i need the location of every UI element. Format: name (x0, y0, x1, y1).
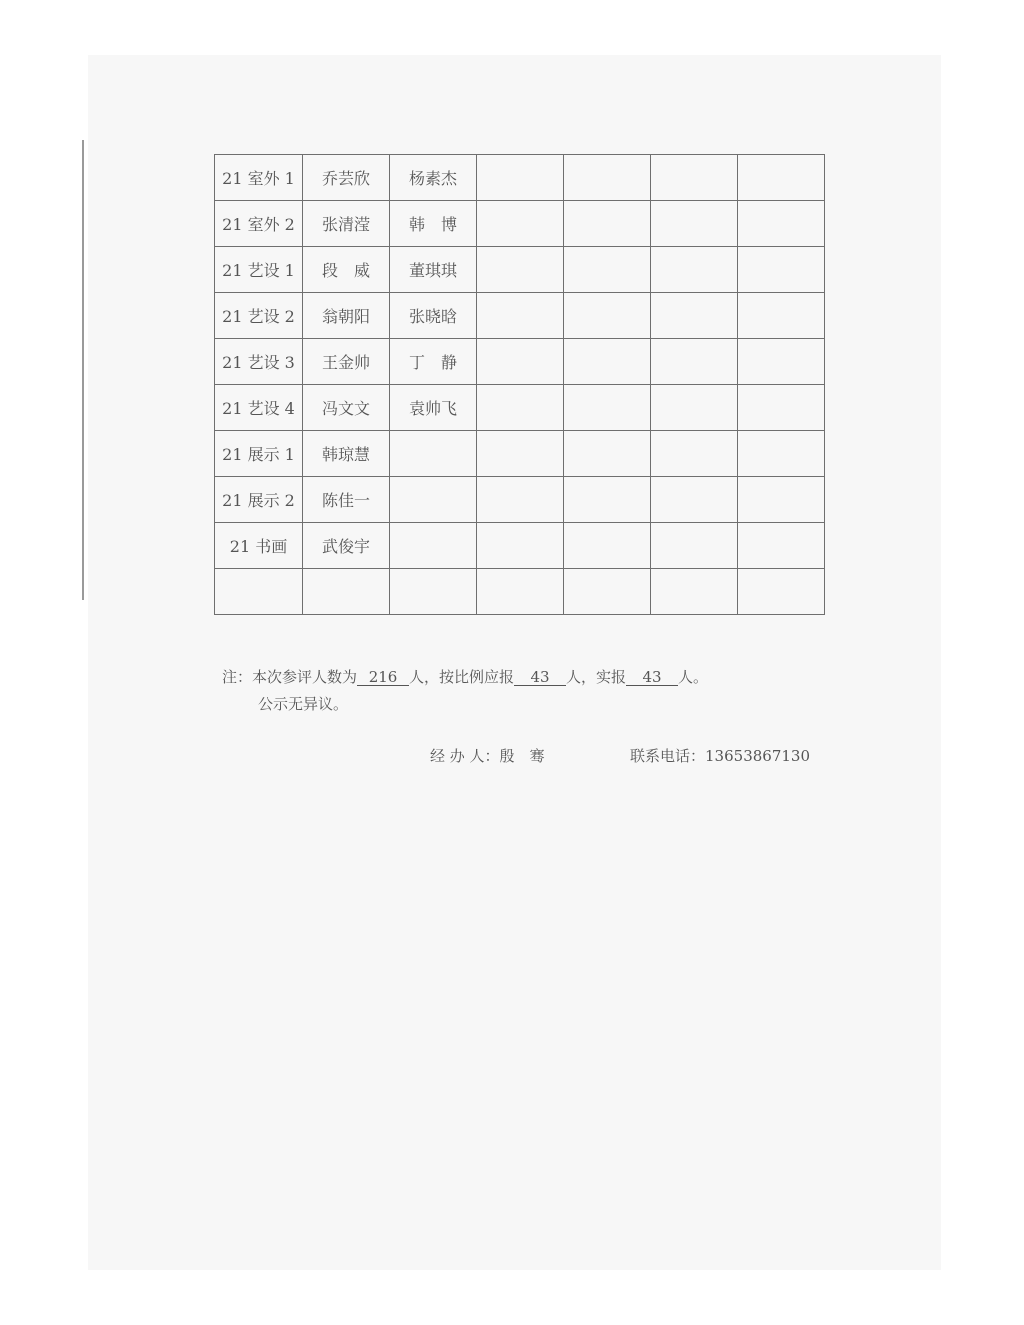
name-cell (651, 155, 738, 201)
name-cell (564, 385, 651, 431)
table-row (215, 339, 825, 385)
name-cell (477, 247, 564, 293)
name-cell (564, 523, 651, 569)
name-cell (303, 569, 390, 615)
note-mid-2: 人，实报 (566, 668, 627, 686)
name-cell (564, 569, 651, 615)
name-cell (651, 523, 738, 569)
name-cell: 张清滢 (303, 201, 390, 247)
name-cell: 段 威 (303, 247, 390, 293)
handler-line (430, 745, 545, 766)
name-cell (564, 293, 651, 339)
note-line-2: 公示无异议。 (258, 695, 349, 713)
roster-table-body (215, 155, 825, 615)
table-row (215, 385, 825, 431)
name-cell (477, 293, 564, 339)
name-cell: 翁朝阳 (303, 293, 390, 339)
name-cell (477, 569, 564, 615)
name-cell (651, 431, 738, 477)
name-cell (564, 339, 651, 385)
table-row (215, 477, 825, 523)
name-cell (738, 431, 825, 477)
name-cell (390, 431, 477, 477)
name-cell (651, 201, 738, 247)
name-cell (564, 247, 651, 293)
name-cell (477, 523, 564, 569)
name-cell: 王金帅 (303, 339, 390, 385)
name-cell (738, 155, 825, 201)
name-cell: 董琪琪 (390, 247, 477, 293)
class-cell: 21 室外 1 (215, 155, 303, 201)
phone-label: 联系电话： (630, 747, 706, 765)
roster-table (214, 154, 825, 615)
table-row (215, 523, 825, 569)
name-cell: 韩 博 (390, 201, 477, 247)
name-cell: 韩琼慧 (303, 431, 390, 477)
name-cell (651, 247, 738, 293)
name-cell (738, 523, 825, 569)
name-cell: 武俊宇 (303, 523, 390, 569)
class-cell (215, 569, 303, 615)
name-cell (564, 201, 651, 247)
name-cell (738, 201, 825, 247)
name-cell (477, 431, 564, 477)
name-cell (738, 247, 825, 293)
name-cell (651, 569, 738, 615)
table-row (215, 155, 825, 201)
name-cell: 丁 静 (390, 339, 477, 385)
name-cell: 冯文文 (303, 385, 390, 431)
name-cell (390, 523, 477, 569)
name-cell (738, 569, 825, 615)
name-cell (390, 569, 477, 615)
name-cell (390, 477, 477, 523)
handler-label: 经 办 人： (430, 747, 500, 765)
name-cell (564, 431, 651, 477)
class-cell: 21 室外 2 (215, 201, 303, 247)
name-cell (738, 293, 825, 339)
name-cell: 杨素杰 (390, 155, 477, 201)
table-row (215, 431, 825, 477)
scan-edge-line (82, 140, 84, 600)
class-cell: 21 展示 2 (215, 477, 303, 523)
name-cell (477, 339, 564, 385)
name-cell (738, 477, 825, 523)
class-cell: 21 书画 (215, 523, 303, 569)
quota-count: 43 (514, 669, 566, 686)
table-row (215, 569, 825, 615)
note-mid-1: 人，按比例应报 (409, 668, 515, 686)
name-cell (651, 385, 738, 431)
name-cell (651, 339, 738, 385)
name-cell (564, 155, 651, 201)
class-cell: 21 艺设 4 (215, 385, 303, 431)
name-cell: 陈佳一 (303, 477, 390, 523)
note-line-1 (222, 666, 708, 687)
phone-line (630, 745, 810, 766)
reported-count: 43 (626, 669, 678, 686)
class-cell: 21 艺设 1 (215, 247, 303, 293)
name-cell: 张晓晗 (390, 293, 477, 339)
class-cell: 21 艺设 2 (215, 293, 303, 339)
table-row (215, 247, 825, 293)
name-cell (477, 201, 564, 247)
class-cell: 21 展示 1 (215, 431, 303, 477)
phone-number: 13653867130 (705, 747, 810, 765)
table-row (215, 201, 825, 247)
note-prefix: 注：本次参评人数为 (222, 668, 358, 686)
name-cell (564, 477, 651, 523)
table-row (215, 293, 825, 339)
name-cell (477, 477, 564, 523)
class-cell: 21 艺设 3 (215, 339, 303, 385)
name-cell: 乔芸欣 (303, 155, 390, 201)
name-cell (477, 155, 564, 201)
name-cell (738, 339, 825, 385)
note-suffix: 人。 (678, 668, 709, 686)
name-cell: 袁帅飞 (390, 385, 477, 431)
handler-name: 殷 骞 (499, 747, 545, 765)
name-cell (738, 385, 825, 431)
name-cell (651, 477, 738, 523)
participants-count: 216 (357, 669, 409, 686)
name-cell (477, 385, 564, 431)
name-cell (651, 293, 738, 339)
